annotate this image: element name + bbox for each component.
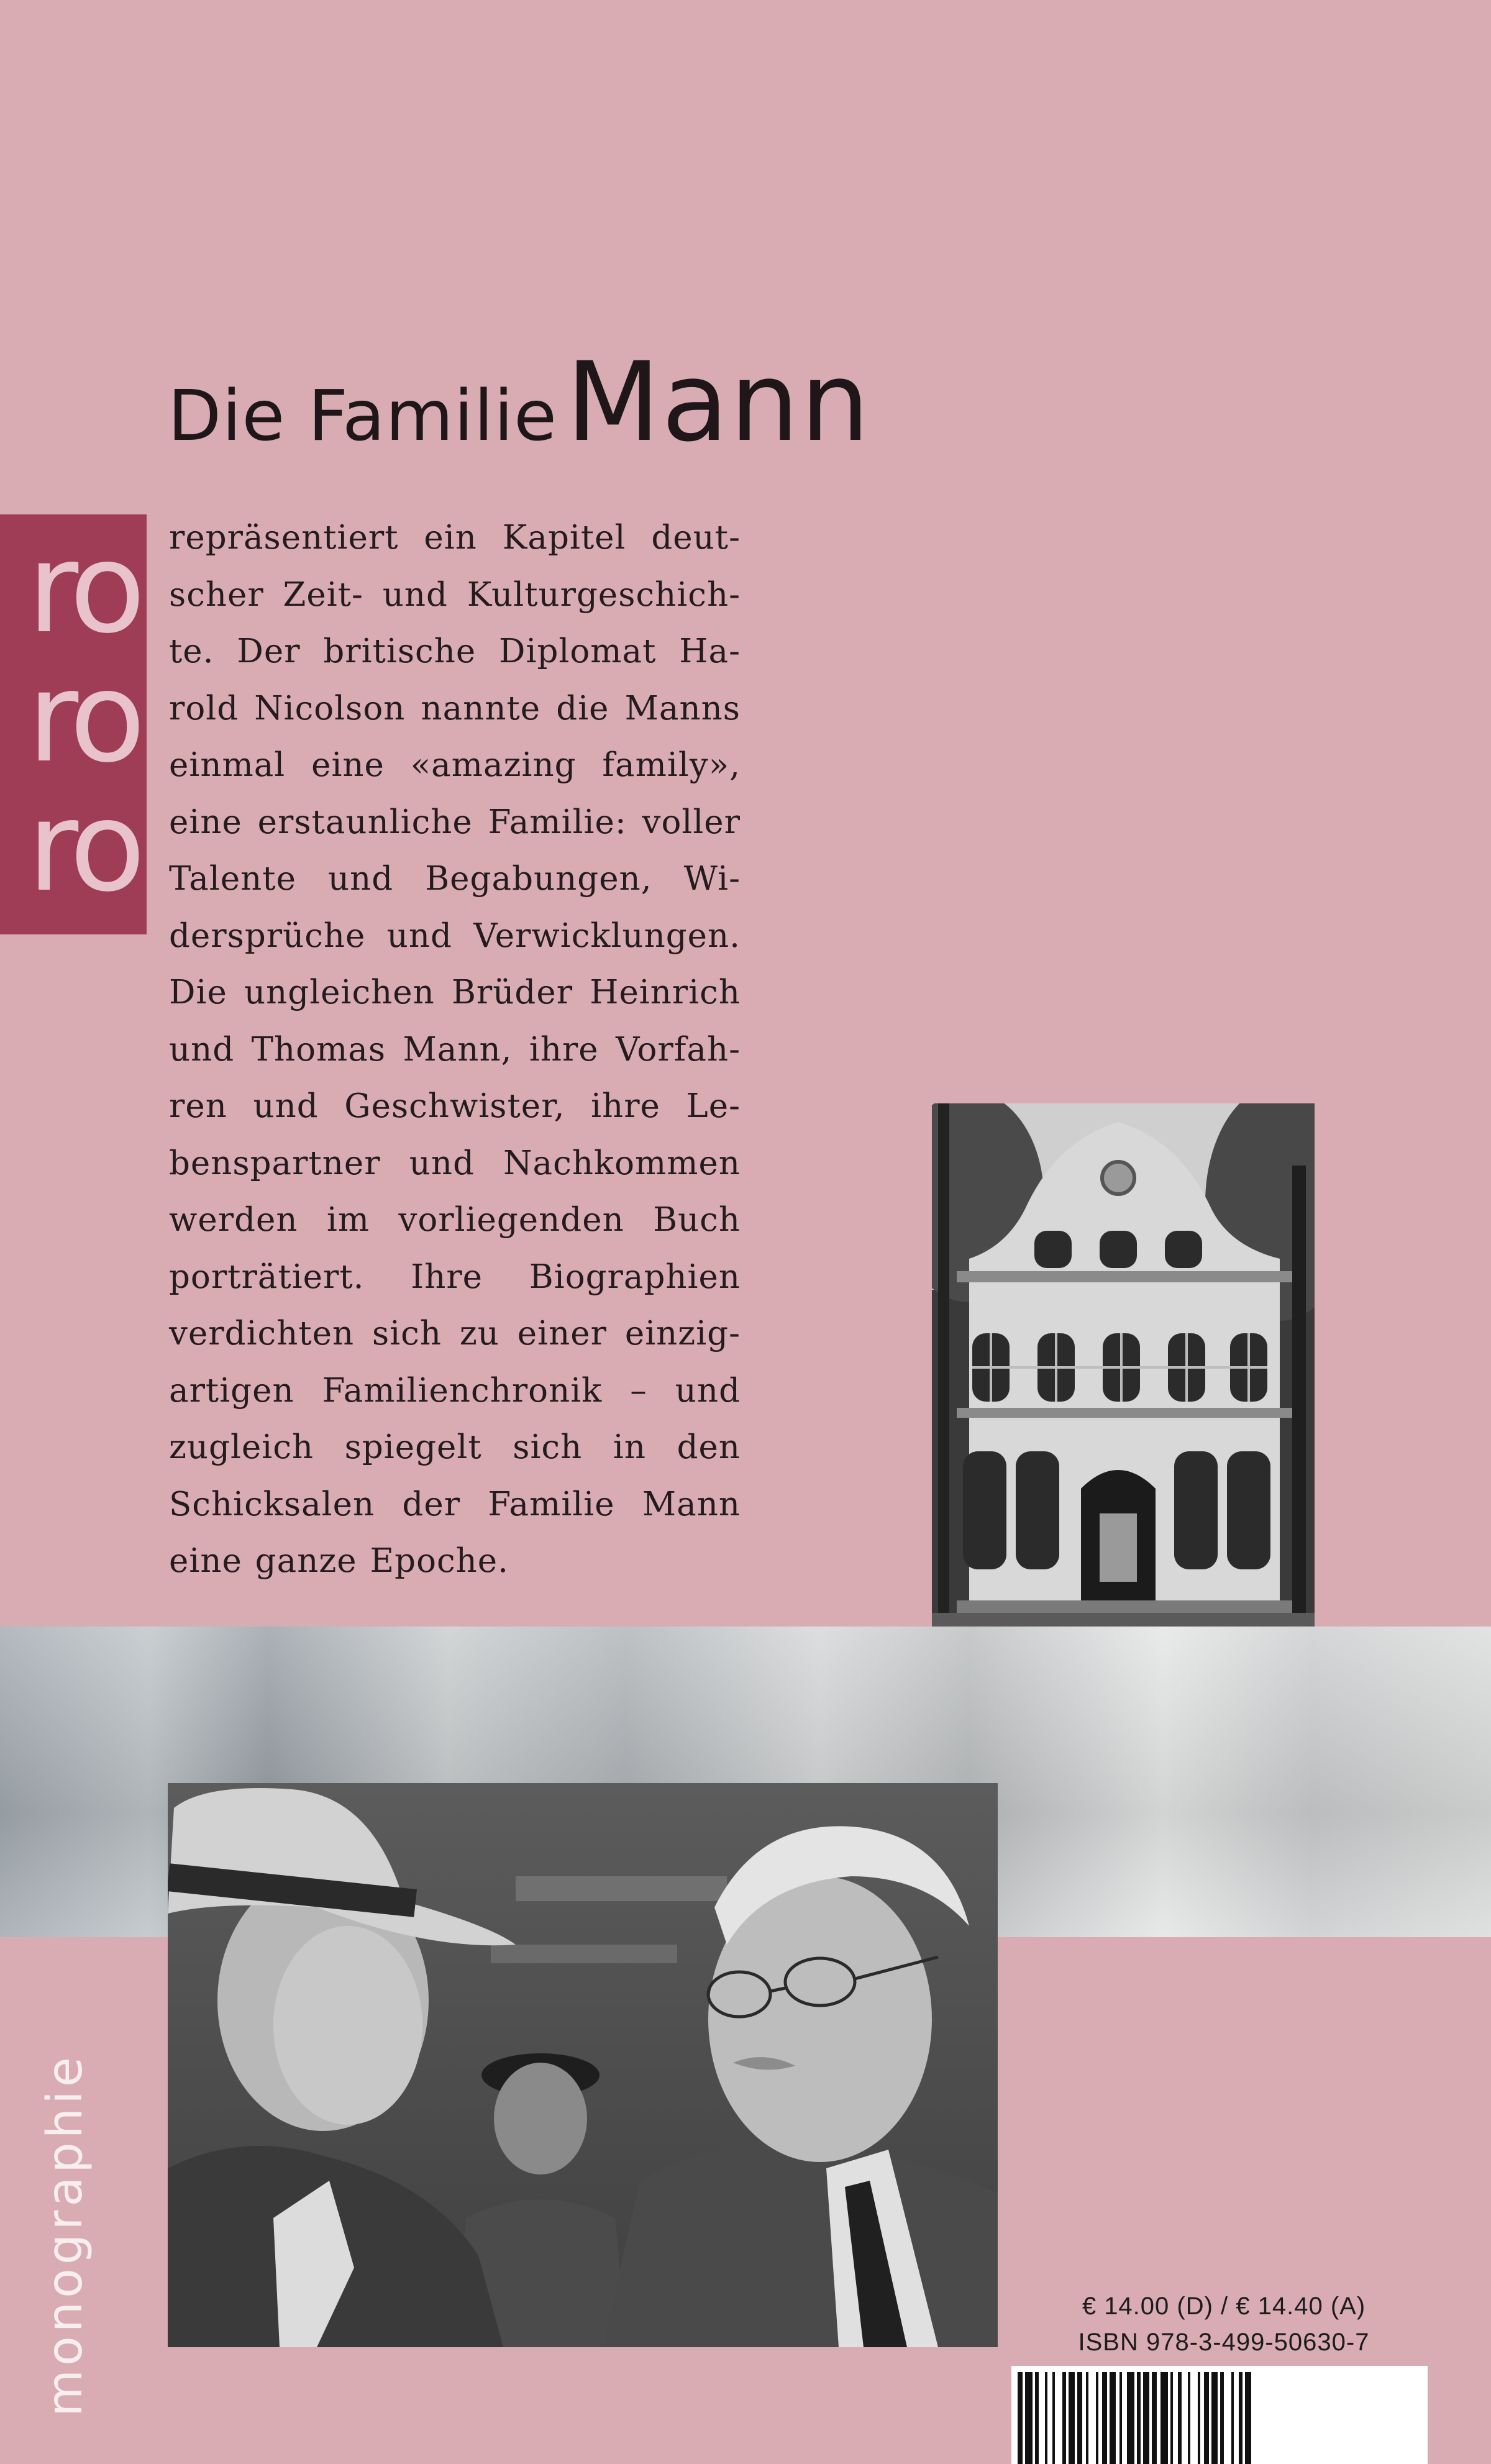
blurb-line: scher Zeit- und Kulturgeschich- xyxy=(169,575,741,614)
title-name: Mann xyxy=(566,339,871,466)
barcode-bar xyxy=(1239,2372,1242,2464)
series-label: monographie xyxy=(37,2053,93,2417)
barcode-bar xyxy=(1198,2372,1200,2464)
barcode-bar xyxy=(1188,2372,1190,2464)
logo-line-2: ro xyxy=(27,646,140,790)
blurb-line: artigen Familienchronik – und xyxy=(169,1371,741,1410)
barcode-bar xyxy=(1231,2372,1234,2464)
barcode-bar xyxy=(1137,2372,1141,2464)
blurb-line: und Thomas Mann, ihre Vorfah- xyxy=(169,1030,741,1069)
book-title xyxy=(168,339,871,466)
blurb-line: rold Nicolson nannte die Manns xyxy=(169,689,741,728)
barcode-bar xyxy=(1062,2372,1066,2464)
barcode xyxy=(1011,2366,1428,2464)
rororo-logo xyxy=(0,514,147,934)
barcode-bar xyxy=(1178,2372,1182,2464)
barcode-bar xyxy=(1052,2372,1055,2464)
barcode-bar xyxy=(1119,2372,1122,2464)
barcode-bar xyxy=(1143,2372,1149,2464)
blurb-line: porträtiert. Ihre Biographien xyxy=(169,1257,741,1296)
blurb-line: Schicksalen der Familie Mann xyxy=(169,1485,741,1523)
blurb-line: einmal eine «amazing family», xyxy=(169,746,741,784)
barcode-bar xyxy=(1245,2372,1251,2464)
barcode-bar xyxy=(1102,2372,1107,2464)
barcode-bar xyxy=(1077,2372,1082,2464)
barcode-bar xyxy=(1035,2372,1039,2464)
barcode-bar xyxy=(1069,2372,1075,2464)
blurb-line: eine erstaunliche Familie: voller xyxy=(169,803,741,841)
barcode-bar xyxy=(1152,2372,1157,2464)
barcode-bar xyxy=(1025,2372,1033,2464)
blurb-line: repräsentiert ein Kapitel deut- xyxy=(169,519,741,557)
barcode-bar xyxy=(1220,2372,1224,2464)
barcode-bar xyxy=(1096,2372,1098,2464)
barcode-bar xyxy=(1211,2372,1218,2464)
barcode-bar xyxy=(1170,2372,1173,2464)
blurb-line: Talente und Begabungen, Wi- xyxy=(169,860,741,898)
blurb-line: ren und Geschwister, ihre Le- xyxy=(169,1087,741,1125)
blurb-line: Die ungleichen Brüder Heinrich xyxy=(169,974,741,1011)
title-prefix: Die Familie xyxy=(168,376,557,457)
blurb-line: benspartner und Nachkommen xyxy=(169,1144,741,1182)
price-label: € 14.00 (D) / € 14.40 (A) xyxy=(1082,2293,1366,2320)
brothers-photo xyxy=(168,1783,998,2347)
barcode-bar xyxy=(1045,2372,1047,2464)
isbn-label: ISBN 978-3-499-50630-7 xyxy=(1078,2329,1370,2356)
blurb-line: dersprüche und Verwicklungen. xyxy=(169,916,741,955)
blurb-line: te. Der britische Diplomat Ha- xyxy=(169,632,741,670)
barcode-bar xyxy=(1110,2372,1116,2464)
logo-line-3: ro xyxy=(27,775,140,919)
blurb-line: zugleich spiegelt sich in den xyxy=(169,1428,741,1466)
house-photo xyxy=(932,1103,1315,1627)
blurb-line: verdichten sich zu einer einzig- xyxy=(169,1315,741,1353)
logo-line-1: ro xyxy=(27,516,140,661)
blurb-text xyxy=(169,509,741,1590)
blurb-line: eine ganze Epoche. xyxy=(169,1542,509,1580)
barcode-bar xyxy=(1160,2372,1168,2464)
barcode-bar xyxy=(1204,2372,1209,2464)
blurb-line: werden im vorliegenden Buch xyxy=(169,1201,741,1239)
barcode-bar xyxy=(1086,2372,1088,2464)
barcode-bar xyxy=(1127,2372,1134,2464)
barcode-bar xyxy=(1018,2372,1023,2464)
